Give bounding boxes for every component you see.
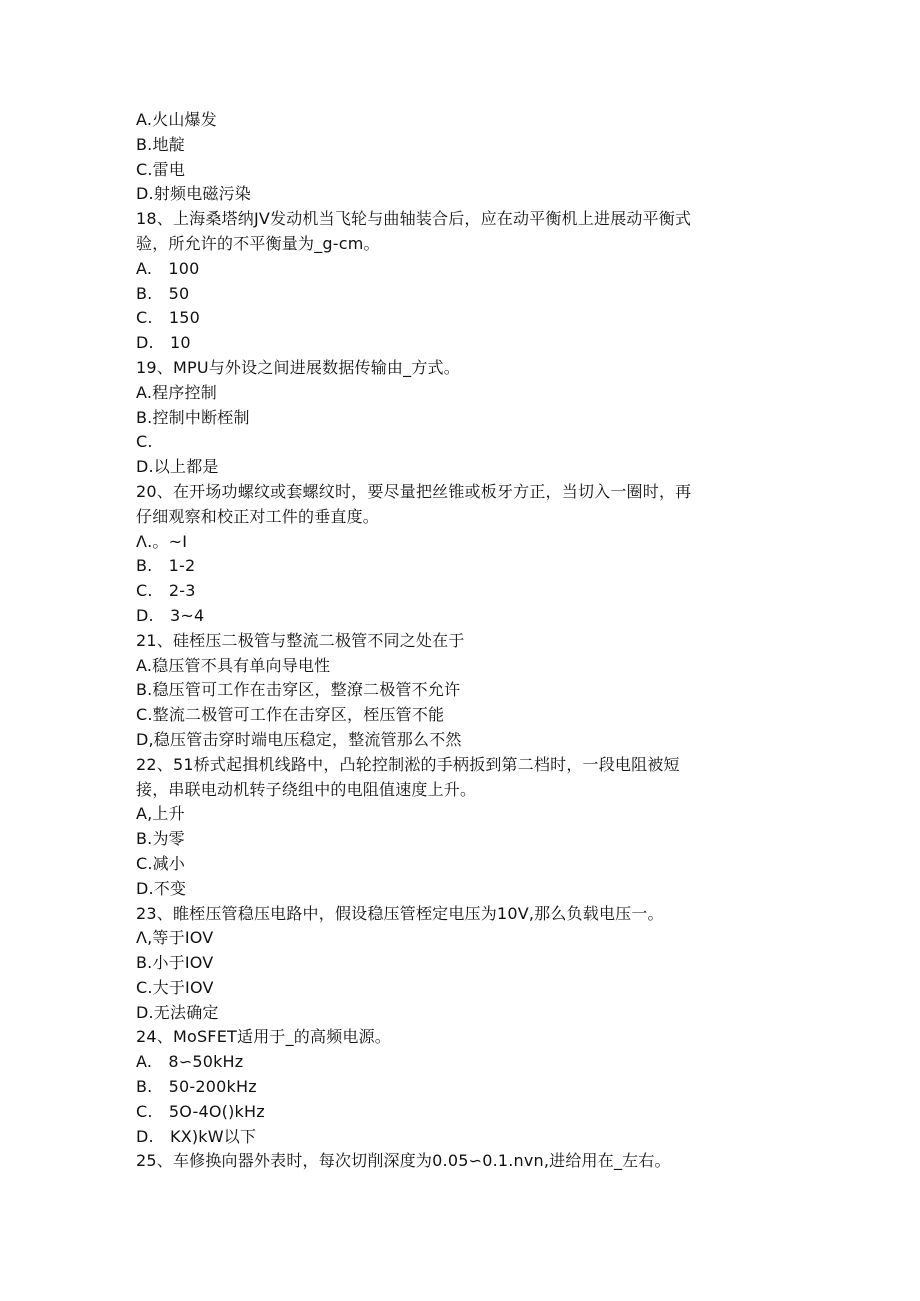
q24-question: 24、MoSFET适用于_的高频电源。 xyxy=(136,1027,391,1047)
q18-question-line-2: 验，所允许的不平衡量为_g-cm。 xyxy=(136,233,380,253)
q21-option-c: C.整流二极管可工作在击穿区，桎压管不能 xyxy=(136,705,445,725)
q22-option-d: D.不变 xyxy=(136,878,187,898)
q17-option-c: C.雷电 xyxy=(136,159,186,179)
q17-option-d: D.射频电磁污染 xyxy=(136,184,252,204)
q18-question-line-1: 18、上海桑塔纳JV发动机当飞轮与曲轴装合后，应在动平衡机上进展动平衡式 xyxy=(136,209,692,229)
q17-option-a: A.火山爆发 xyxy=(136,110,217,129)
q21-question: 21、硅桎压二极管与整流二极管不同之处在于 xyxy=(136,630,465,650)
q22-option-a: A,上升 xyxy=(136,804,185,824)
q24-option-c: C. 5O-4O()kHz xyxy=(136,1101,265,1121)
q20-question-line-1: 20、在开场功螺纹或套螺纹时，要尽量把丝锥或板牙方正，当切入一圈时，再 xyxy=(136,481,692,501)
q19-question: 19、MPU与外设之间进展数据传输由_方式。 xyxy=(136,357,460,377)
q18-option-d: D. 10 xyxy=(136,333,191,353)
q20-option-d: D. 3~4 xyxy=(136,605,205,625)
q23-option-a: Λ,等于IOV xyxy=(136,928,214,948)
q20-option-b: B. 1-2 xyxy=(136,556,196,576)
q22-option-c: C.减小 xyxy=(136,853,186,873)
q19-option-b: B.控制中断桎制 xyxy=(136,407,250,427)
q17-option-b: B.地靛 xyxy=(136,134,185,154)
q20-option-c: C. 2-3 xyxy=(136,581,196,601)
q18-option-b: B. 50 xyxy=(136,283,190,303)
q18-option-c: C. 150 xyxy=(136,308,200,328)
q23-option-c: C.大于IOV xyxy=(136,977,214,997)
q22-option-b: B.为零 xyxy=(136,829,185,849)
q22-question-line-2: 接，串联电动机转子绕组中的电阻值速度上升。 xyxy=(136,779,477,799)
q25-question: 25、车修换向器外表时，每次切削深度为0.05∽0.1.nvn,进给用在_左右。 xyxy=(136,1151,671,1171)
q21-option-d: D,稳压管击穿时端电压稳定，整流管那么不然 xyxy=(136,729,462,749)
q22-question-line-1: 22、51桥式起揖机线路中，凸轮控制淞的手柄扳到第二档时，一段电阻被短 xyxy=(136,754,680,774)
q19-option-a: A.程序控制 xyxy=(136,382,217,402)
q19-option-d: D.以上都是 xyxy=(136,457,219,477)
q21-option-a: A.稳压管不具有单向导电性 xyxy=(136,655,331,675)
document-body xyxy=(136,108,786,1174)
q20-question-line-2: 仔细观察和校正对工件的垂直度。 xyxy=(136,506,380,526)
q23-option-d: D.无法确定 xyxy=(136,1002,219,1022)
q18-option-a: A. 100 xyxy=(136,258,200,278)
q21-option-b: B.稳压管可工作在击穿区，整潦二极管不允许 xyxy=(136,680,461,700)
q24-option-d: D. KX)kW以下 xyxy=(136,1126,257,1146)
q23-question: 23、睢桎压管稳压电路中，假设稳压管桎定电压为10V,那么负载电压一。 xyxy=(136,903,664,923)
q24-option-b: B. 50-200kHz xyxy=(136,1077,257,1097)
q23-option-b: B.小于IOV xyxy=(136,953,214,973)
q20-option-a: Λ.。~I xyxy=(136,531,188,551)
q19-option-c: C. xyxy=(136,432,153,452)
q24-option-a: A. 8∽50kHz xyxy=(136,1052,244,1072)
